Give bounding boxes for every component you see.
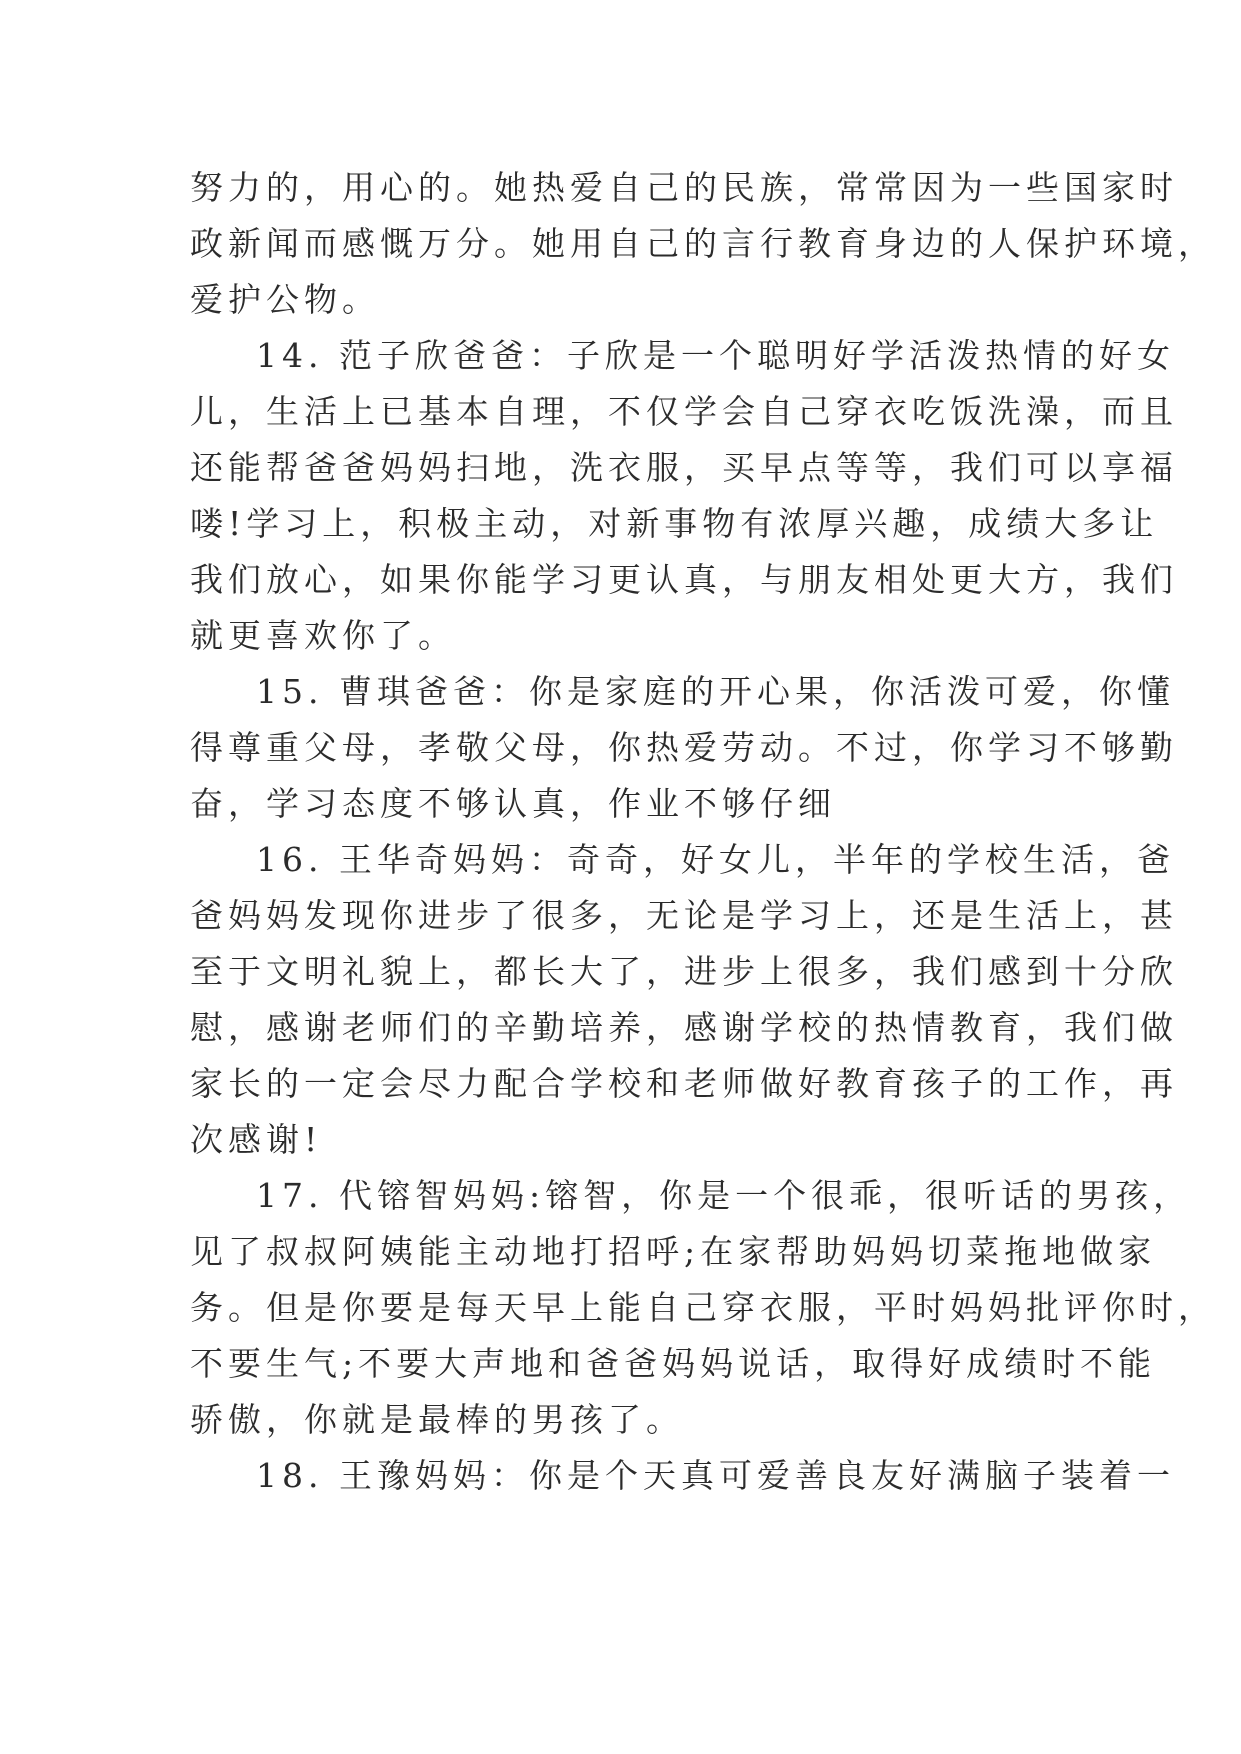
text-line: 得尊重父母，孝敬父母，你热爱劳动。不过，你学习不够勤 [190, 728, 1178, 767]
text-line: 奋，学习态度不够认真，作业不够仔细 [190, 784, 836, 823]
document-body [190, 160, 1216, 1504]
paragraph-start-15: 15. 曹琪爸爸：你是家庭的开心果，你活泼可爱，你懂 [256, 672, 1175, 711]
text-line: 至于文明礼貌上，都长大了，进步上很多，我们感到十分欣 [190, 952, 1178, 991]
paragraph-start-17: 17. 代镕智妈妈:镕智，你是一个很乖，很听话的男孩， [256, 1176, 1192, 1215]
text-line: 儿，生活上已基本自理，不仅学会自己穿衣吃饭洗澡，而且 [190, 392, 1178, 431]
text-line: 喽!学习上，积极主动，对新事物有浓厚兴趣，成绩大多让 [190, 504, 1159, 543]
text-line: 还能帮爸爸妈妈扫地，洗衣服，买早点等等，我们可以享福 [190, 448, 1178, 487]
text-line: 努力的，用心的。她热爱自己的民族，常常因为一些国家时 [190, 168, 1178, 207]
text-line: 政新闻而感慨万分。她用自己的言行教育身边的人保护环境， [190, 224, 1216, 263]
text-line: 我们放心，如果你能学习更认真，与朋友相处更大方，我们 [190, 560, 1178, 599]
text-line: 务。但是你要是每天早上能自己穿衣服，平时妈妈批评你时， [190, 1288, 1216, 1327]
text-line: 见了叔叔阿姨能主动地打招呼;在家帮助妈妈切菜拖地做家 [190, 1232, 1157, 1271]
paragraph-start-14: 14. 范子欣爸爸：子欣是一个聪明好学活泼热情的好女 [256, 336, 1175, 375]
paragraph-start-18: 18. 王豫妈妈：你是个天真可爱善良友好满脑子装着一 [256, 1456, 1175, 1495]
text-line: 爸妈妈发现你进步了很多，无论是学习上，还是生活上，甚 [190, 896, 1178, 935]
text-line: 不要生气;不要大声地和爸爸妈妈说话，取得好成绩时不能 [190, 1344, 1157, 1383]
text-line: 家长的一定会尽力配合学校和老师做好教育孩子的工作，再 [190, 1064, 1178, 1103]
text-line: 骄傲，你就是最棒的男孩了。 [190, 1400, 684, 1439]
text-line: 次感谢! [190, 1120, 323, 1159]
text-line: 就更喜欢你了。 [190, 616, 456, 655]
text-line: 慰，感谢老师们的辛勤培养，感谢学校的热情教育，我们做 [190, 1008, 1178, 1047]
text-line: 爱护公物。 [190, 280, 380, 319]
paragraph-start-16: 16. 王华奇妈妈：奇奇，好女儿，半年的学校生活，爸 [256, 840, 1175, 879]
